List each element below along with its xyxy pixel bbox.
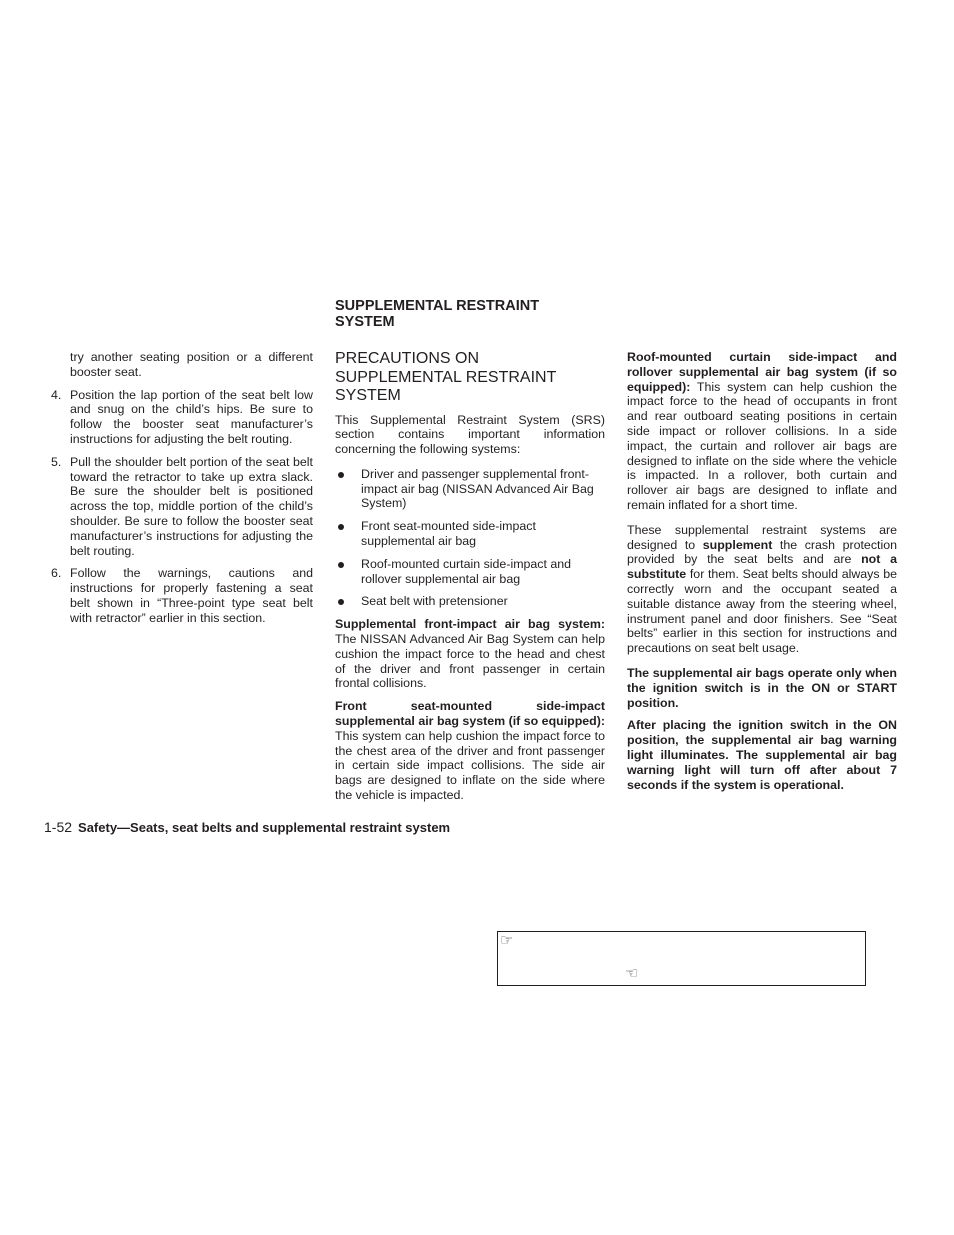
item-text: Pull the shoulder belt portion of the seat belt toward the retractor to take up extra slack. Be sure the shoulder belt is positioned across the top, middle portion of the child’s shoulder. Be sure to follow the booster seat manufacturer’s instructions for adjusting the belt routing. [70, 454, 313, 558]
item-text: Position the lap portion of the seat belt low and snug on the child’s hips. Be sure to follow the booster seat manufacturer’s instructions for adjusting the belt routing. [70, 387, 313, 446]
pointing-hand-left-icon: ☜ [625, 965, 639, 982]
page-number: 1-52 [44, 819, 73, 835]
supplement-text: for them. Seat belts should always be correctly worn and the occupant seated a suitable distance away from the steering wheel, instrument panel and door finishers. See “Seat belts” earlier in this section for instructions and precautions on seat belt usage. [627, 567, 897, 656]
bullet-item [335, 557, 605, 587]
item-number: 5. [51, 454, 62, 469]
reference-box [497, 931, 866, 986]
bullet-icon [338, 472, 344, 478]
operate-note [627, 666, 897, 710]
pointing-hand-right-icon: ☞ [500, 932, 514, 949]
list-item [35, 455, 313, 559]
right-column [627, 350, 897, 800]
list-item [35, 566, 313, 625]
supplement-text: the crash protection provided by the seat belts and are [627, 537, 897, 567]
bullet-icon [338, 562, 344, 568]
not-substitute-emphasis: not a substitute [627, 552, 897, 582]
middle-column [335, 298, 605, 811]
bullet-text: Seat belt with pretensioner [361, 594, 508, 609]
front-impact-paragraph [335, 617, 605, 691]
side-impact-heading: Front seat-mounted side-impact supplemental air bag system (if so equipped): [335, 699, 605, 729]
left-column [35, 350, 313, 634]
bullet-text: Driver and passenger supplemental front-impact air bag (NISSAN Advanced Air Bag System) [361, 466, 594, 511]
bullet-text: Front seat-mounted side-impact supplemental air bag [361, 519, 536, 549]
front-impact-heading: Supplemental front-impact air bag system: [335, 617, 605, 632]
intro-text: This Supplemental Restraint System (SRS) section contains important information concerning the following systems: [335, 412, 605, 457]
side-impact-text: This system can help cushion the impact force to the chest area of the driver and front passenger in certain side impact collisions. The side air bags are designed to inflate on the side where the vehicle is impacted. [335, 728, 605, 803]
warning-light-note [627, 718, 897, 792]
bullet-item [335, 467, 605, 511]
curtain-paragraph [627, 350, 897, 513]
list-item [35, 388, 313, 447]
continuation-text: try another seating position or a different booster seat. [70, 350, 313, 379]
front-impact-text: The NISSAN Advanced Air Bag System can help cushion the impact force to the head and chest of the driver and front passenger in certain frontal collisions. [335, 632, 605, 691]
bullet-item [335, 594, 605, 609]
warning-light-text: After placing the ignition switch in the ON position, the supplemental air bag warning light illuminates. The supplemental air bag warning light will turn off after about 7 seconds if the system is operational. [627, 718, 897, 792]
supplement-paragraph [627, 523, 897, 656]
curtain-heading: Roof-mounted curtain side-impact and rollover supplemental air bag system (if so equipped): [627, 350, 897, 394]
supplement-text: These supplemental restraint systems are designed to [627, 522, 897, 552]
bullet-item [335, 519, 605, 549]
chapter-title: Safety—Seats, seat belts and supplemental restraint system [78, 820, 451, 835]
bullet-icon [338, 524, 344, 530]
side-impact-paragraph [335, 699, 605, 803]
supplement-emphasis: supplement [702, 537, 773, 552]
section-title: SUPPLEMENTAL RESTRAINT SYSTEM [335, 298, 540, 330]
subsection-title: PRECAUTIONS ON SUPPLEMENTAL RESTRAINT SYSTEM [335, 350, 557, 404]
bullet-icon [338, 599, 344, 605]
operate-note-text: The supplemental air bags operate only when the ignition switch is in the ON or START position. [627, 665, 897, 710]
item-text: Follow the warnings, cautions and instructions for properly fastening a seat belt shown in “Three-point type seat belt with retractor” earlier in this section. [70, 566, 313, 625]
curtain-text: This system can help cushion the impact force to the head of occupants in front and rear outboard seating positions in certain side impact or rollover collisions. In a side impact, the curtain and rollover air bags are designed to inflate on the side where the vehicle is impacted. In a rollover, both curtain and rollover air bags are designed to inflate and remain inflated for a short time. [627, 379, 897, 512]
item-number: 6. [51, 566, 62, 581]
item-number: 4. [51, 387, 62, 402]
bullet-text: Roof-mounted curtain side-impact and rollover supplemental air bag [361, 556, 572, 586]
page-footer [44, 820, 450, 836]
